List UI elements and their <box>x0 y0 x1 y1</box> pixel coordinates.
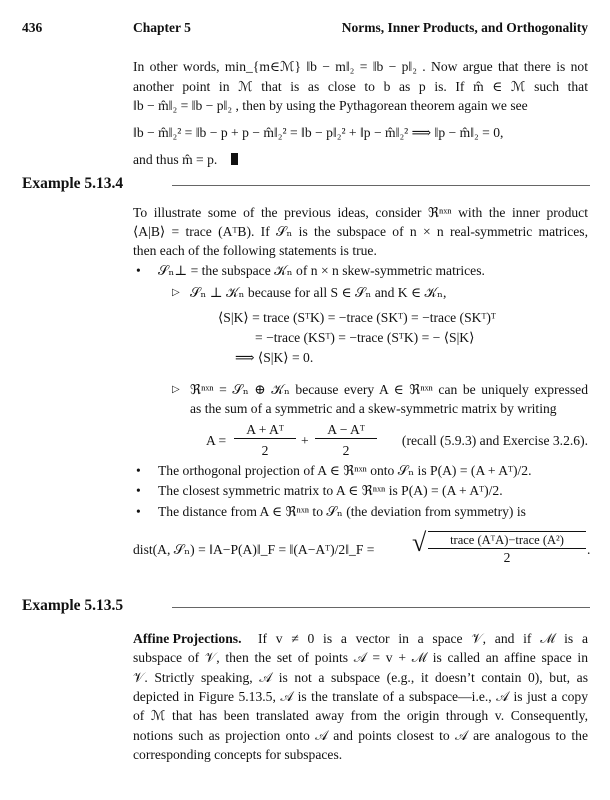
text-line: then each of the following statements is true. <box>133 243 377 258</box>
fraction-numerator: A + Aᵀ <box>234 422 296 439</box>
text-line: In other words, min_{m∈ℳ} ‖b − m‖₂ = ‖b − p‖₂ . Now argue that there is not <box>133 59 588 74</box>
paragraph-lead: Affine Projections. <box>133 631 242 646</box>
text-line: depicted in Figure 5.13.5, 𝒜 is the translate of a subspace—i.e., 𝒜 is just a copy <box>133 689 588 704</box>
example-heading: Example 5.13.4 <box>22 175 124 192</box>
equation: = −trace (KSᵀ) = −trace (SᵀK) = − ⟨S|K⟩ <box>255 330 475 345</box>
text-line: corresponding concepts for subspaces. <box>133 747 343 762</box>
qed-icon <box>231 153 238 165</box>
text-line: To illustrate some of the previous ideas, consider ℜⁿˣⁿ with the inner product <box>133 205 588 220</box>
divider <box>172 607 590 608</box>
text: If v ≠ 0 is a vector in a space 𝒱, and if ℳ is a <box>258 631 588 646</box>
equation-lhs: dist(A, 𝒮ₙ) = ‖A−P(A)‖_F = ‖(A−Aᵀ)/2‖_F = <box>133 542 375 557</box>
sub-text: ℜⁿˣⁿ = 𝒮ₙ ⊕ 𝒦ₙ because every A ∈ ℜⁿˣⁿ can be uniquely expressed <box>190 382 588 397</box>
text-line: ⟨A|B⟩ = trace (AᵀB). If 𝒮ₙ is the subspace of n × n real-symmetric matrices, <box>133 224 588 239</box>
fraction-denominator: 2 <box>261 443 269 458</box>
bullet-icon: • <box>136 263 141 278</box>
equation: ⟨S|K⟩ = trace (SᵀK) = −trace (SKᵀ) = −trace (SKᵀ)ᵀ <box>218 310 496 325</box>
bullet-text: The distance from A ∈ ℜⁿˣⁿ to 𝒮ₙ (the deviation from symmetry) is <box>158 504 526 519</box>
fraction-denominator: 2 <box>503 550 511 565</box>
text-line: notions such as projection onto 𝒜 and points closest to 𝒜 are analogous to the <box>133 728 588 743</box>
sub-text: 𝒮ₙ ⊥ 𝒦ₙ because for all S ∈ 𝒮ₙ and K ∈ 𝒦ₙ, <box>190 285 447 300</box>
triangle-icon: ▷ <box>172 384 180 395</box>
bullet-icon: • <box>136 463 141 478</box>
chapter-label: Chapter 5 <box>133 20 191 35</box>
divider <box>172 185 590 186</box>
fraction-numerator: A − Aᵀ <box>315 422 377 439</box>
bullet-icon: • <box>136 504 141 519</box>
sqrt-icon: √ <box>412 528 427 557</box>
example-heading: Example 5.13.5 <box>22 597 124 614</box>
text-line: 𝒱. Strictly speaking, 𝒜 is not a subspace (e.g., it doesn’t contain 0), but, as <box>133 670 588 685</box>
triangle-icon: ▷ <box>172 287 180 298</box>
equation: ⟹ ⟨S|K⟩ = 0. <box>235 350 314 365</box>
equation: ‖b − m̂‖₂² = ‖b − p + p − m̂‖₂² = ‖b − p‖₂² + ‖p − m̂‖₂² ⟹ ‖p − m̂‖₂ = 0, <box>133 125 504 140</box>
text-line: subspace of 𝒱, then the set of points 𝒜 = v + ℳ is called an affine space in <box>133 650 588 665</box>
running-title: Norms, Inner Products, and Orthogonality <box>341 20 588 35</box>
text-line <box>133 631 588 647</box>
text: and thus m̂ = p. <box>133 152 218 167</box>
period: . <box>587 542 591 557</box>
bullet-text: The closest symmetric matrix to A ∈ ℜⁿˣⁿ is P(A) = (A + Aᵀ)/2. <box>158 483 503 498</box>
fraction-numerator: trace (AᵀA)−trace (A²) <box>428 531 586 549</box>
equation-lhs: A = <box>206 433 227 448</box>
text-line: another point in ℳ that is as close to b as p is. If m̂ ∈ ℳ such that <box>133 79 588 94</box>
text-line: ‖b − m̂‖₂ = ‖b − p‖₂ , then by using the Pythagorean theorem again we see <box>133 98 528 113</box>
bullet-text: 𝒮ₙ⊥ = the subspace 𝒦ₙ of n × n skew-symmetric matrices. <box>158 263 485 278</box>
page-number: 436 <box>22 20 43 35</box>
bullet-text: The orthogonal projection of A ∈ ℜⁿˣⁿ onto 𝒮ₙ is P(A) = (A + Aᵀ)/2. <box>158 463 532 478</box>
text-line: of ℳ that has been translated away from the origin through v. Consequently, <box>133 708 588 723</box>
fraction-denominator: 2 <box>342 443 350 458</box>
equation-note: (recall (5.9.3) and Exercise 3.2.6). <box>401 433 588 448</box>
sub-text: as the sum of a symmetric and a skew-symmetric matrix by writing <box>190 401 557 416</box>
text-line <box>133 152 238 168</box>
plus-sign: + <box>301 433 309 448</box>
bullet-icon: • <box>136 483 141 498</box>
